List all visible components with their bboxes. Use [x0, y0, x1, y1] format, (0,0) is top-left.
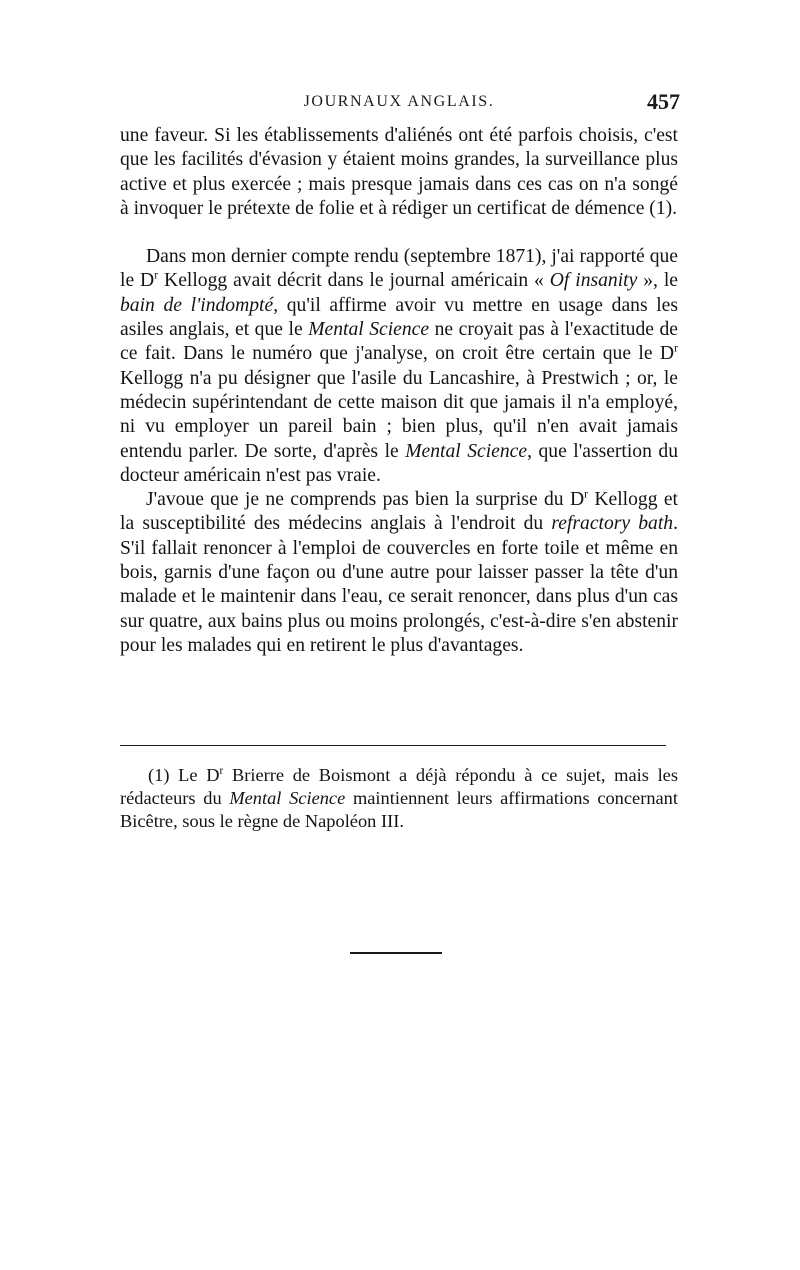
- p2-superscript-2: r: [674, 341, 678, 355]
- end-of-section-rule: [350, 952, 442, 954]
- paragraph-3: [120, 488, 678, 658]
- p3-superscript: r: [584, 487, 589, 501]
- p2-mental-science-1: Mental Science: [308, 319, 430, 341]
- p2-text-4: , qu'il affirme avoir vu mettre en usage dans les asiles anglais, et que le: [120, 294, 678, 341]
- p3-refractory-bath: refractory bath: [551, 513, 674, 535]
- paragraph-1-text: une faveur. Si les établissements d'aliénés ont été parfois choisis, c'est que les facilités d'évasion y étaient moins grandes, la surveillance plus active et plus exercée ; mais presque jamais dans ces cas on n'a songé à invoquer le prétexte de folie et à rédiger un certificat de démence (1).: [120, 125, 678, 219]
- p3-text-3: . S'il fallait renoncer à l'emploi de couvercles en forte toile et même en bois, garnis d'une façon ou d'une autre pour laisser passer la tête d'un malade et le maintenir dans l'eau, ce serait renoncer, dans plus d'un cas sur quatre, aux bains plus ou moins prolongés, c'est-à-dire s'en abstenir pour les malades qui en retirent le plus d'avantages.: [120, 513, 678, 656]
- fn-mental-science: Mental Science: [229, 788, 346, 808]
- p2-bath-name: bain de l'indompté: [120, 294, 274, 316]
- p2-text-6: Kellogg n'a pu désigner que l'asile du Lancashire, à Prestwich ; or, le médecin supérintendant de cette maison dit que jamais il n'a employé, ni vu employer un pareil bain ; bien plus, qu'il n'en avait jamais entendu parler. De sorte, d'après le: [120, 367, 678, 462]
- footnote: [120, 764, 678, 833]
- fn-superscript: r: [219, 764, 224, 777]
- p2-text-7: , que l'assertion du docteur américain n'est pas vraie.: [120, 440, 678, 486]
- p3-text-1: J'avoue que je ne comprends pas bien la surprise du D: [146, 489, 585, 511]
- fn-text-3: maintiennent leurs affirmations concernant Bicêtre, sous le règne de Napoléon III.: [120, 788, 678, 831]
- p2-superscript-1: r: [154, 268, 159, 282]
- footnote-1: [120, 764, 678, 833]
- p2-text-5: ne croyait pas à l'exactitude de ce fait. Dans le numéro que j'analyse, on croit être certain que le D: [120, 319, 678, 365]
- paragraph-1: [120, 124, 678, 221]
- fn-text-2: Brierre de Boismont a déjà répondu à ce sujet, mais les rédacteurs du: [120, 765, 679, 808]
- p2-text-1: Dans mon dernier compte rendu (septembre 1871), j'ai rapporté que le D: [120, 246, 678, 292]
- main-text: [120, 124, 678, 658]
- page-number: 457: [647, 89, 680, 114]
- p3-text-2: Kellogg et la susceptibilité des médecins anglais à l'endroit du: [120, 489, 678, 535]
- fn-text-1: (1) Le D: [148, 765, 220, 785]
- running-title: JOURNAUX ANGLAIS.: [303, 93, 495, 110]
- footnote-separator: [120, 745, 666, 746]
- paragraph-2: [120, 245, 678, 488]
- p2-text-3: », le: [637, 270, 678, 292]
- page-header: [118, 89, 680, 117]
- p2-mental-science-2: Mental Science: [405, 440, 528, 462]
- p2-journal-title: Of insanity: [549, 270, 638, 292]
- p2-text-2: Kellogg avait décrit dans le journal américain «: [158, 270, 550, 292]
